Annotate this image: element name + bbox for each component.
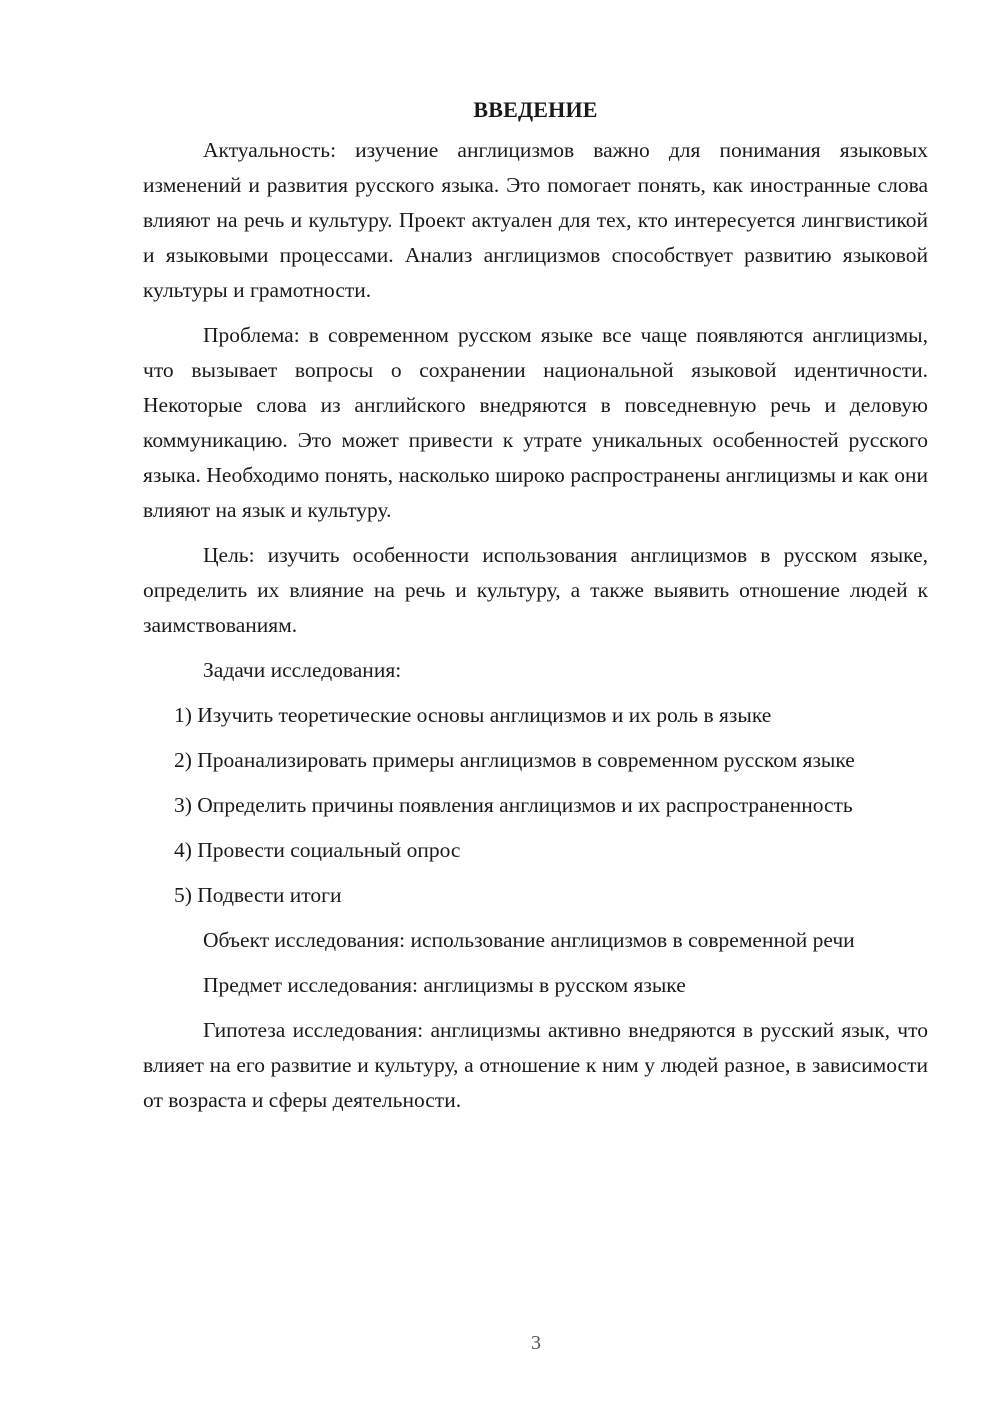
task-item-4: 4) Провести социальный опрос	[174, 838, 461, 862]
object-paragraph: Объект исследования: использование англицизмов в современной речи	[203, 928, 855, 952]
problem-paragraph: Проблема: в современном русском языке все чаще появляются англицизмы, что вызывает вопросы о сохранении национальной языковой идентичности. Некоторые слова из английского внедряются в повседневную речь и деловую коммуникацию. Это может привести к утрате уникальных особенностей русского языка. Необходимо понять, насколько широко распространены англицизмы и как они влияют на язык и культуру.	[143, 323, 928, 522]
task-item-3: 3) Определить причины появления англицизмов и их распространенность	[174, 793, 853, 817]
subject-paragraph: Предмет исследования: англицизмы в русском языке	[203, 973, 686, 997]
task-item-2: 2) Проанализировать примеры англицизмов в современном русском языке	[174, 748, 855, 772]
tasks-heading: Задачи исследования:	[203, 658, 402, 682]
relevance-paragraph: Актуальность: изучение англицизмов важно для понимания языковых изменений и развития русского языка. Это помогает понять, как иностранные слова влияют на речь и культуру. Проект актуален для тех, кто интересуется лингвистикой и языковыми процессами. Анализ англицизмов способствует развитию языковой культуры и грамотности.	[143, 138, 928, 302]
page-number: 3	[531, 1332, 541, 1354]
goal-paragraph: Цель: изучить особенности использования англицизмов в русском языке, определить их влияние на речь и культуру, а также выявить отношение людей к заимствованиям.	[143, 543, 928, 637]
section-title: ВВЕДЕНИЕ	[473, 97, 598, 122]
document-page	[143, 95, 928, 1128]
task-item-1: 1) Изучить теоретические основы англицизмов и их роль в языке	[174, 703, 772, 727]
task-item-5: 5) Подвести итоги	[174, 883, 342, 907]
hypothesis-paragraph: Гипотеза исследования: англицизмы активно внедряются в русский язык, что влияет на его развитие и культуру, а отношение к ним у людей разное, в зависимости от возраста и сферы деятельности.	[143, 1018, 928, 1112]
